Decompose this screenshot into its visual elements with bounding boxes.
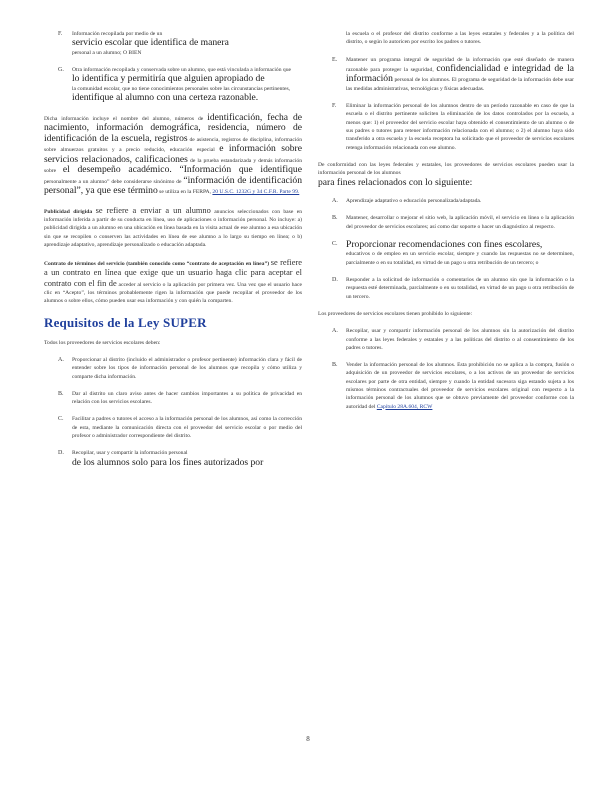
list-marker: G.: [58, 67, 64, 74]
list-item: A. Proporcionar al distrito (incluido el administrador o profesor pertinente) información clara y fácil de entender sobre los tipos de información personal de los alumnos que recopila y cómo utiliza y comparte dicha información.: [58, 356, 302, 380]
page-number: 8: [306, 735, 310, 743]
section-intro: Todos los proveedores de servicios escolares deben:: [44, 339, 161, 346]
list-item: B. Dar al distrito un claro aviso antes de hacer cambios importantes a su política de privacidad en relación con los servicios escolares.: [58, 390, 302, 406]
prohibitions-intro: Los proveedores de servicios escolares tienen prohibido lo siguiente:: [318, 310, 473, 317]
list-text: Otra información recopilada y conservada sobre un alumno, que está vinculada a información que lo identifica y permitiría que alguien apropiado de la comunidad escolar, que no tiene conocimientos personales sobre las circunstancias pertinentes, identifique al alumno con una certeza razonable.: [72, 67, 292, 104]
permitted-uses-paragraph: De conformidad con las leyes federales y estatales, los proveedores de servicios escolares pueden usar la información personal de los alumnos para fines relacionados con lo siguiente:: [318, 161, 574, 188]
list-item: C. Proporcionar recomendaciones con fines escolares, educativos o de empleo en un servicio escolar, siempre y cuando las respuestas no se determinen, parcialmente o en su totalidad, en virtud de un pago u otra retribución de un tercero; o: [332, 238, 574, 266]
list-item: A. Aprendizaje adaptativo o educación personalizada/adaptada.: [332, 198, 482, 205]
list-item: [44, 30, 302, 57]
targeted-advertising-paragraph: Publicidad dirigida se refiere a enviar a un alumno anuncios seleccionados con base en información inferida a partir de su conducta en línea, uso de aplicaciones o información personal. No incluye: a) publicidad dirigida a un alumno en una ubicación en línea basada en la visita actual de ese alumno a esa ubicación sin que se recopilen o conserven las actividades en línea de ese alumno a lo largo su tiempo en línea; o b) aprendizaje adaptativo, aprendizaje personalizado o educación adaptada.: [44, 205, 303, 248]
list-item: C. Facilitar a padres o tutores el acceso a la información personal de los alumnos, así como la corrección de esta, mediante la comunicación directa con el proveedor del servicio escolar o por medio del profesor o administrador correspondiente del distrito.: [58, 416, 302, 440]
list-item: F. Eliminar la información personal de los alumnos dentro de un período razonable en caso de que la escuela o el distrito pertinente soliciten la eliminación de los datos controlados por la escuela, a menos que: 1) el proveedor del servicio escolar haya obtenido el consentimiento de un alumno o de sus padres o tutores para retener información relacionada con el alumno; o 2) el alumno haya sido transferido a otra escuela y la escuela receptora ha solicitado que el proveedor de servicios escolares retenga información relacionada con ese alumno.: [332, 103, 574, 151]
terms-of-service-paragraph: Contrato de términos del servicio (también conocido como “contrato de aceptación en línea”) se refiere a un contrato en línea que exige que un usuario haga clic para aceptar el contrato con el fin de acceder al servicio o la aplicación por primera vez. Una vez que el usuario hace clic en “Acepto”, los términos probablemente rigen la información que puede recopilar el proveedor de los alumnos o sobre ellos, cómo pueden usar esa información y con quién la comparten.: [44, 258, 302, 305]
list-item: [44, 66, 302, 104]
list-item: D. Recopilar, usar y compartir la información personal de los alumnos solo para los fines autorizados por: [58, 450, 264, 468]
legal-citation-link[interactable]: Capítulo 28A.604, RCW: [376, 403, 433, 410]
continued-text: la escuela o el profesor del distrito conforme a las leyes estatales y federales y a la política del distrito, o según lo autoricen por escrito los padres o tutores.: [346, 31, 574, 46]
list-item: D. Responder a la solicitud de información o comentarios de un alumno sin que la información o la respuesta esté determinada, parcialmente o en su totalidad, en virtud de un pago u otra retribución de un tercero.: [332, 277, 574, 300]
list-text: Información recopilada por medio de un servicio escolar que identifica de manera personal a un alumno; O BIEN: [72, 31, 229, 56]
list-item: B. Vender la información personal de los alumnos. Esta prohibición no se aplica a la compra, fusión o adquisición de un proveedor de servicios escolares, o a los activos de un proveedor de servicios escolares por parte de otra entidad, siempre y cuando la entidad sucesora siga estando sujeta a los mismos términos contractuales del proveedor de servicios escolares original con respecto a la información personal de los alumnos que se obtuvo previamente del proveedor conforme con la autoridad del Capítulo 28A.604, RCW: [332, 362, 574, 410]
section-heading: Requisitos de la Ley SUPER: [44, 314, 207, 330]
right-column: [318, 30, 574, 420]
legal-citation-link[interactable]: 20 U.S.C. 1232G y 34 C.F.R. Parte 99.: [212, 189, 300, 196]
list-item: A. Recopilar, usar y compartir información personal de los alumnos sin la autorización del distrito conforme a las leyes federales y estatales y a las políticas del distrito o al consentimiento de los padres o tutores.: [332, 328, 574, 351]
definition-paragraph: Dicha información incluye el nombre del alumno, números de identificación, fecha de nacimiento, información demográfica, residencia, número de identificación de la escuela, registros de asistencia, registros de disciplina, información sobre almuerzos gratuitos y a precio reducido, educación especial e información sobre servicios relacionados, calificaciones de la prueba estandarizada y demás información sobre el desempeño académico. “Información que identifique personalmente a un alumno” debe considerarse sinónimo de “información de identificación personal”, ya que ese término se utiliza en la FERPA, 20 U.S.C. 1232G y 34 C.F.R. Parte 99.: [44, 111, 303, 197]
list-item: B. Mantener, desarrollar o mejorar el sitio web, la aplicación móvil, el servicio en línea o la aplicación del proveedor de servicios escolares; así como dar soporte o hacer un diagnóstico al respecto.: [332, 215, 574, 230]
list-item: E. Mantener un programa integral de seguridad de la información que esté diseñado de manera razonable para proteger la seguridad, confidencialidad e integridad de la información personal de los alumnos. El programa de seguridad de la información debe usar las medidas administrativas, tecnológicas y físicas adecuadas.: [332, 56, 574, 92]
list-marker: F.: [58, 31, 63, 37]
left-column: [44, 30, 302, 477]
